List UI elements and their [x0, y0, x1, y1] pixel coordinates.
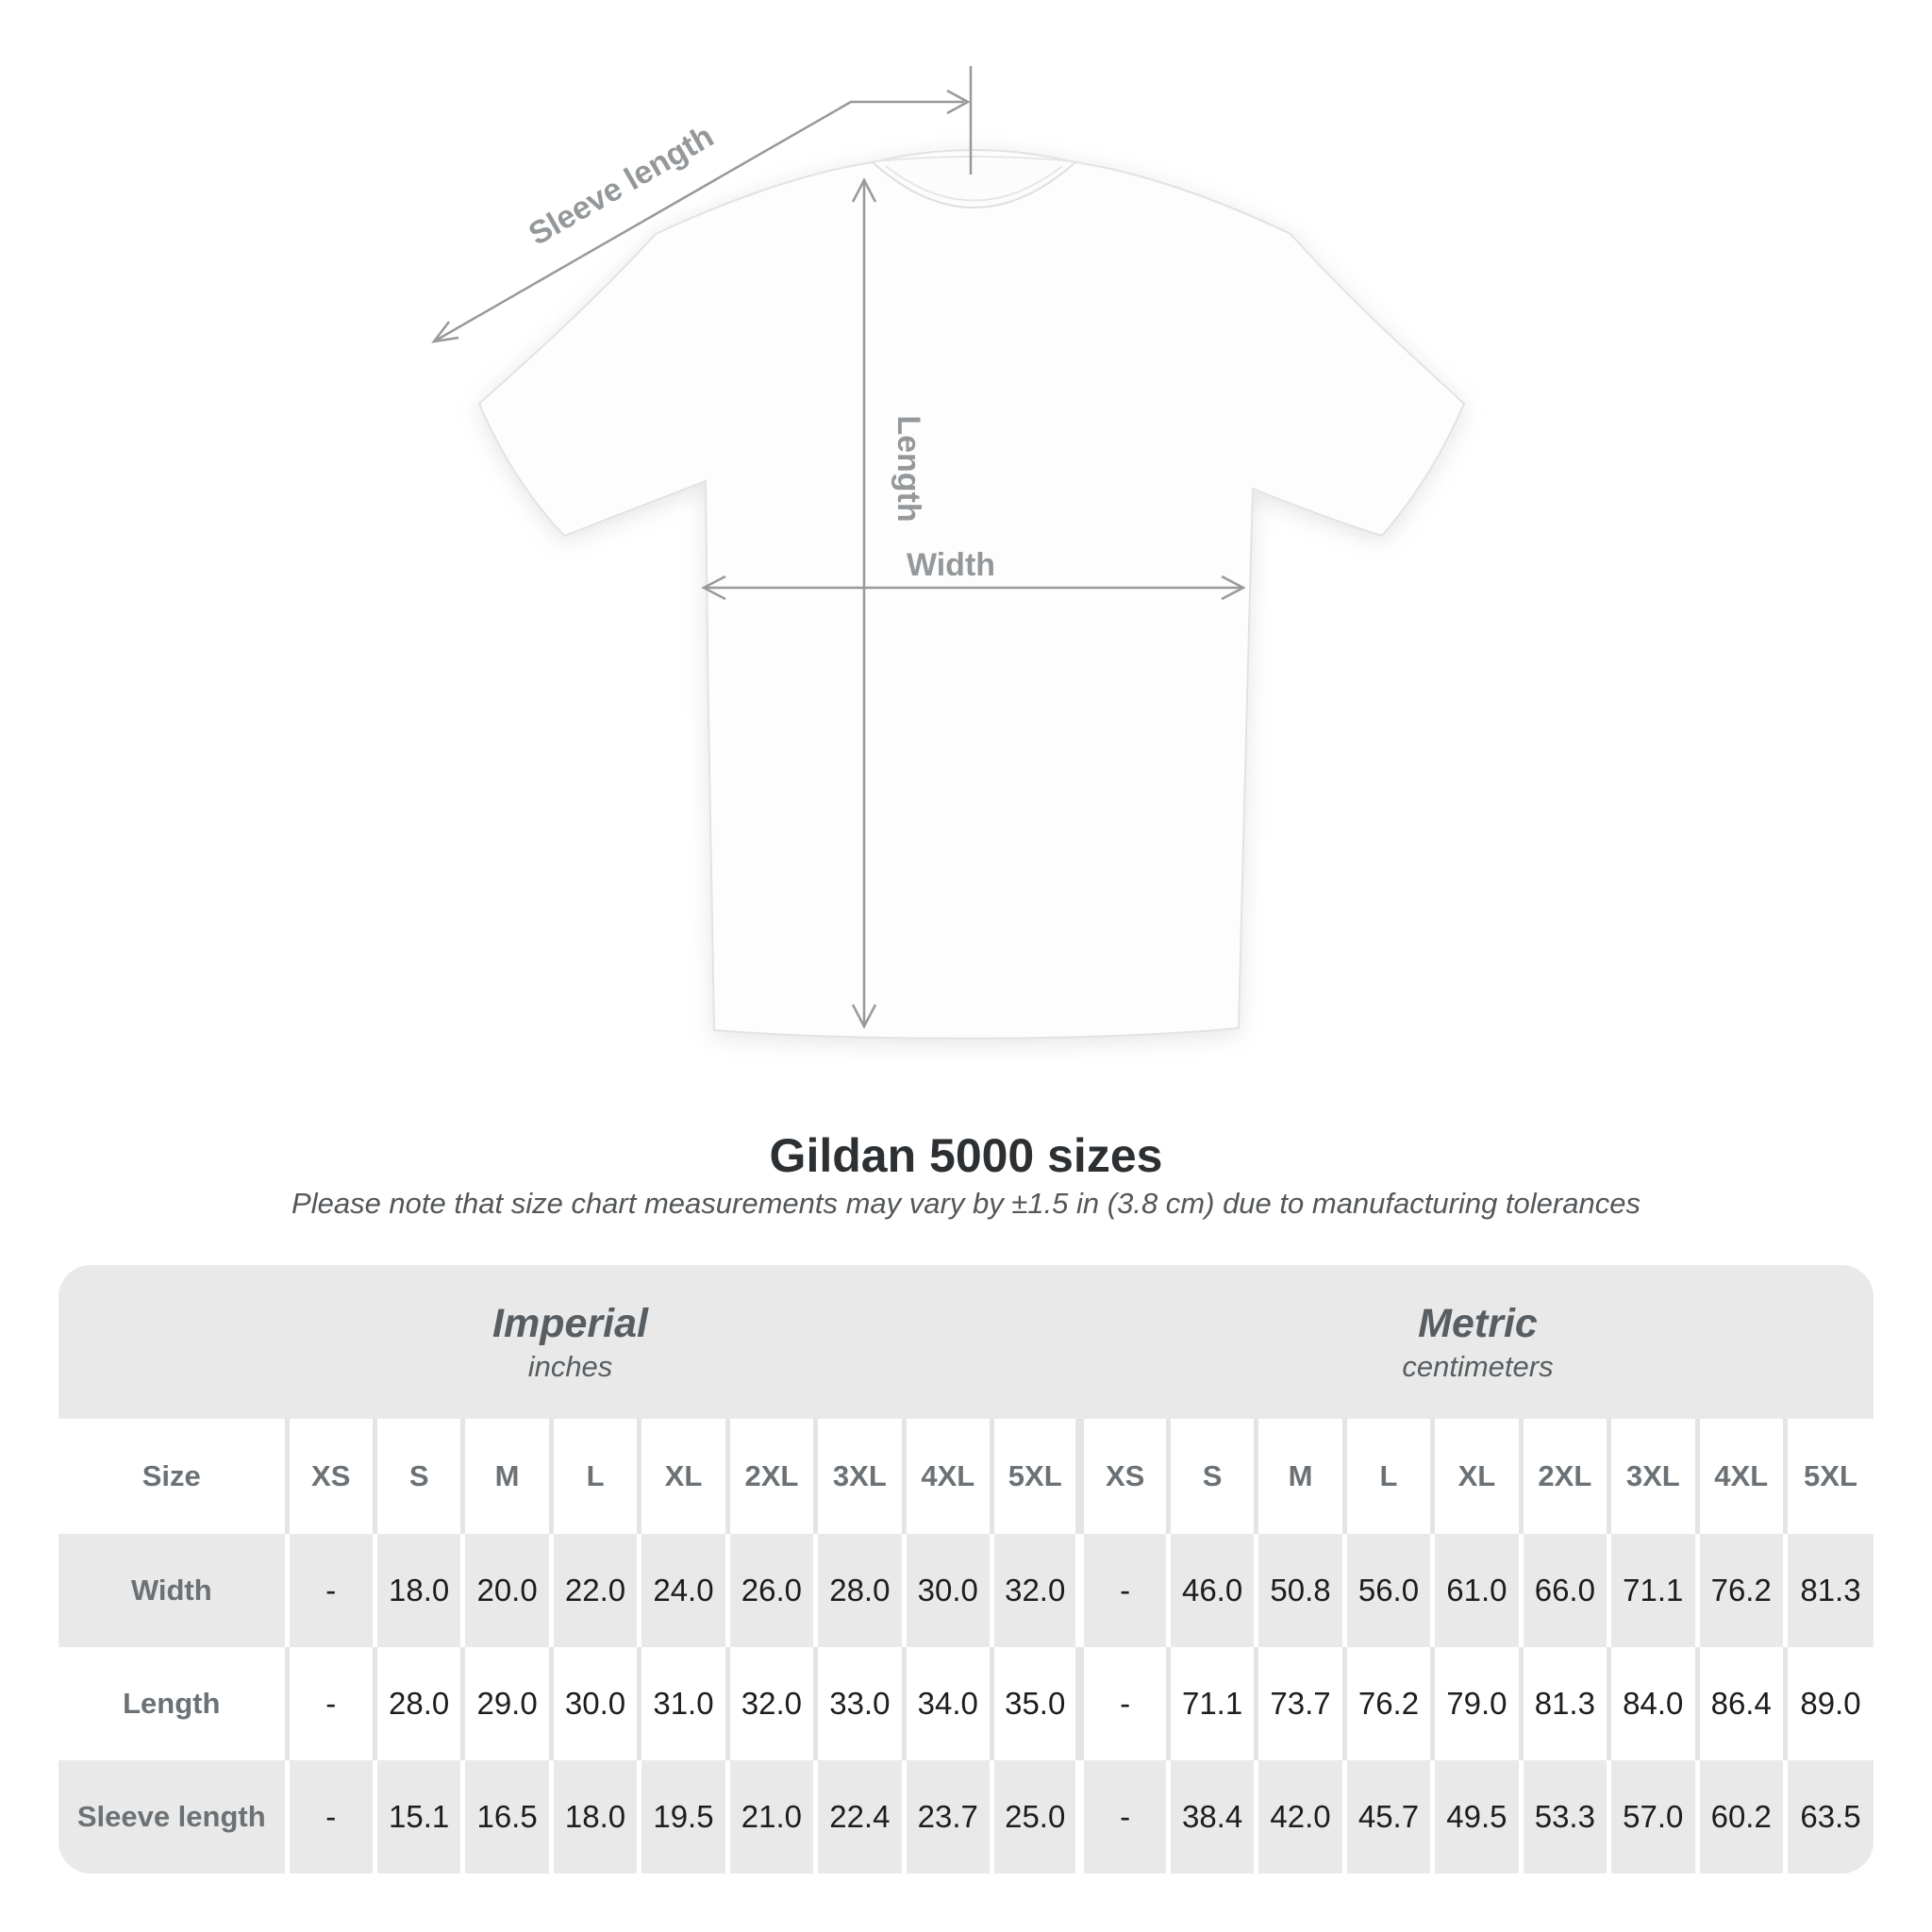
imperial-group-header	[58, 1265, 1082, 1419]
width-row: Width - 18.0 20.0 22.0 24.0 26.0 28.0 30.0 32.0 - 46.0 50.8 56.0 61.0 66.0 71.1 76.2 81.3	[58, 1534, 1874, 1647]
length-row: Length - 28.0 29.0 30.0 31.0 32.0 33.0 34.0 35.0 - 71.1 73.7 76.2 79.0 81.3 84.0 86.4 89.0	[58, 1647, 1874, 1760]
width-row-label: Width	[58, 1534, 287, 1647]
tshirt-illustration	[479, 150, 1464, 1039]
size-header-imperial-4xl: 4XL	[904, 1419, 991, 1534]
sleeve-length-row-label: Sleeve length	[58, 1760, 287, 1874]
size-header-metric-xl: XL	[1433, 1419, 1521, 1534]
size-header-metric-l: L	[1344, 1419, 1432, 1534]
size-header-imperial-5xl: 5XL	[992, 1419, 1080, 1534]
arrowhead-sleeve-end	[434, 322, 458, 341]
size-header-metric-s: S	[1168, 1419, 1256, 1534]
page-title: Gildan 5000 sizes	[769, 1129, 1163, 1182]
metric-unit-label: centimeters	[1402, 1349, 1554, 1383]
sleeve-length-label: Sleeve length	[523, 118, 720, 253]
metric-group-header	[1082, 1265, 1874, 1419]
imperial-label: Imperial	[492, 1300, 648, 1346]
length-label: Length	[891, 415, 926, 523]
size-header-metric-3xl: 3XL	[1609, 1419, 1697, 1534]
size-header-imperial-xs: XS	[287, 1419, 375, 1534]
tolerance-note: Please note that size chart measurements may vary by ±1.5 in (3.8 cm) due to manufacturing tolerances	[291, 1187, 1641, 1220]
size-header-imperial-3xl: 3XL	[816, 1419, 904, 1534]
metric-label: Metric	[1418, 1300, 1538, 1346]
length-row-label: Length	[58, 1647, 287, 1760]
size-header-row	[58, 1419, 1874, 1534]
size-header-metric-m: M	[1257, 1419, 1344, 1534]
size-header-metric-4xl: 4XL	[1697, 1419, 1785, 1534]
size-header-metric-xs: XS	[1080, 1419, 1168, 1534]
imperial-unit-label: inches	[527, 1349, 613, 1383]
unit-group-band	[58, 1265, 1874, 1419]
size-chart	[58, 1265, 1874, 1874]
size-header-metric-2xl: 2XL	[1521, 1419, 1608, 1534]
size-header-imperial-xl: XL	[640, 1419, 727, 1534]
size-header-imperial-m: M	[463, 1419, 551, 1534]
size-header-imperial-2xl: 2XL	[727, 1419, 815, 1534]
size-header-imperial-s: S	[375, 1419, 462, 1534]
width-label: Width	[906, 547, 996, 583]
size-header-imperial-l: L	[551, 1419, 639, 1534]
size-table	[58, 1419, 1874, 1874]
size-column-header: Size	[58, 1419, 287, 1534]
sleeve-length-row: Sleeve length - 15.1 16.5 18.0 19.5 21.0 22.4 23.7 25.0 - 38.4 42.0 45.7 49.5 53.3 57.0 60.2 63.5	[58, 1760, 1874, 1874]
size-header-metric-5xl: 5XL	[1785, 1419, 1874, 1534]
